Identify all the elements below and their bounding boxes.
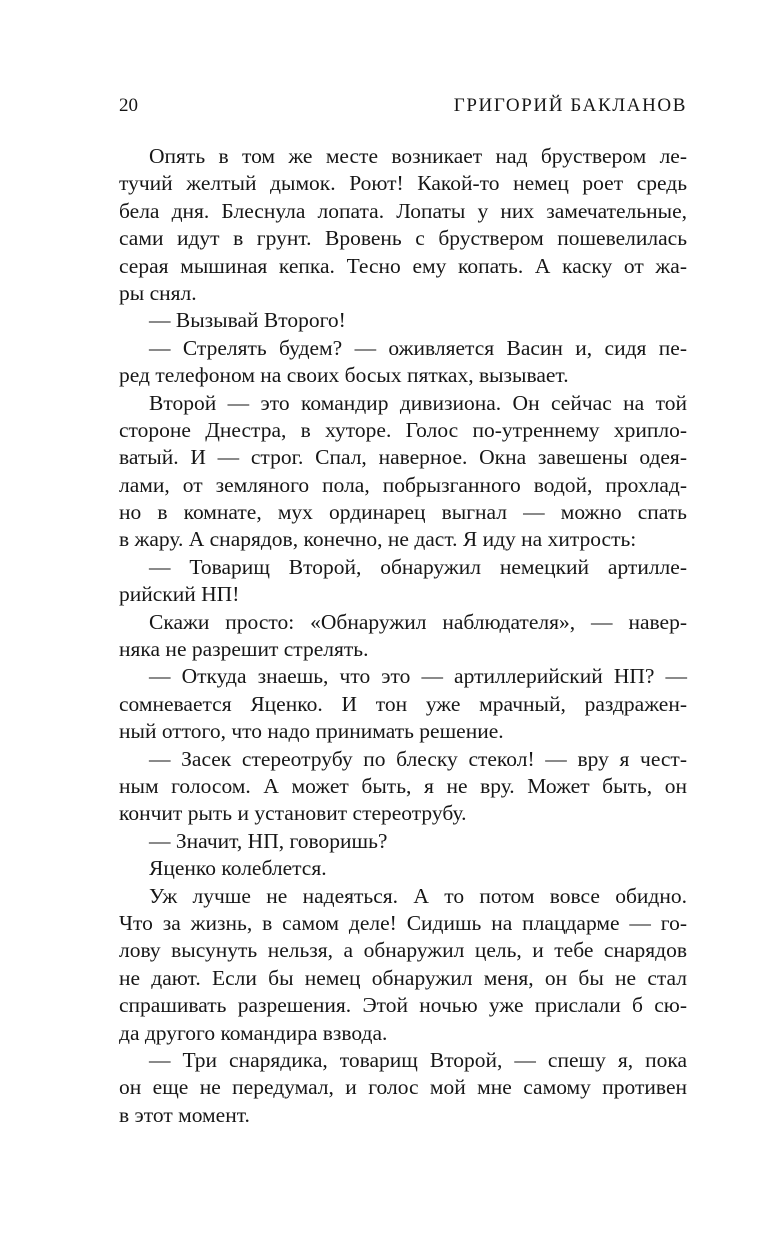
- running-title: ГРИГОРИЙ БАКЛАНОВ: [453, 95, 687, 116]
- text-line: но в комнате, мух ординарец выгнал — можно спать: [119, 500, 687, 525]
- text-line: Второй — это командир дивизиона. Он сейчас на той: [149, 390, 687, 415]
- text-line: серая мышиная кепка. Тесно ему копать. А каску от жа-: [119, 253, 687, 278]
- text-line: спрашивать разрешения. Этой ночью уже прислали б сю-: [119, 993, 687, 1018]
- body-text: [119, 143, 687, 1129]
- text-line: да другого командира взвода.: [119, 1020, 388, 1045]
- text-line: — Засек стереотрубу по блеску стекол! — вру я чест-: [149, 746, 687, 771]
- text-line: ватый. И — строг. Спал, наверное. Окна завешены одея-: [119, 445, 687, 470]
- text-line: лами, от земляного пола, побрызганного водой, прохлад-: [119, 472, 687, 497]
- text-line: — Три снарядика, товарищ Второй, — спешу я, пока: [149, 1047, 687, 1072]
- text-line: ред телефоном на своих босых пятках, вызывает.: [119, 363, 569, 388]
- text-line: — Товарищ Второй, обнаружил немецкий артилле-: [149, 554, 687, 579]
- text-line: Скажи просто: «Обнаружил наблюдателя», — навер-: [149, 609, 687, 634]
- text-line: Что за жизнь, в самом деле! Сидишь на плацдарме — го-: [119, 910, 687, 935]
- page-number: 20: [119, 95, 138, 116]
- text-line: не дают. Если бы немец обнаружил меня, он бы не стал: [119, 965, 687, 990]
- text-line: кончит рыть и установит стереотрубу.: [119, 801, 467, 826]
- text-line: няка не разрешит стрелять.: [119, 637, 369, 662]
- text-line: — Стрелять будем? — оживляется Васин и, сидя пе-: [149, 335, 687, 360]
- text-line: Опять в том же месте возникает над бруствером ле-: [149, 144, 687, 168]
- text-line: в этот момент.: [119, 1102, 250, 1127]
- text-line: стороне Днестра, в хуторе. Голос по-утреннему хрипло-: [119, 417, 687, 442]
- text-line: он еще не передумал, и голос мой мне самому противен: [119, 1075, 687, 1100]
- text-line: — Откуда знаешь, что это — артиллерийский НП? —: [149, 664, 687, 689]
- text-line: Яценко колеблется.: [149, 856, 327, 881]
- text-line: ным голосом. А может быть, я не вру. Может быть, он: [119, 773, 687, 798]
- text-line: — Значит, НП, говоришь?: [149, 828, 388, 853]
- text-line: ный оттого, что надо принимать решение.: [119, 719, 504, 744]
- text-line: рийский НП!: [119, 582, 240, 607]
- text-line: тучий желтый дымок. Роют! Какой-то немец роет средь: [119, 171, 687, 196]
- text-line: в жару. А снарядов, конечно, не даст. Я иду на хитрость:: [119, 527, 637, 552]
- text-line: ры снял.: [119, 280, 197, 305]
- text-line: — Вызывай Второго!: [149, 308, 346, 333]
- text-line: бела дня. Блеснула лопата. Лопаты у них замечательные,: [119, 198, 687, 223]
- text-line: Уж лучше не надеяться. А то потом вовсе обидно.: [149, 883, 687, 908]
- text-line: лову высунуть нельзя, а обнаружил цель, и тебе снарядов: [119, 938, 687, 963]
- text-line: сами идут в грунт. Вровень с бруствером пошевелилась: [119, 226, 687, 251]
- page-header: [119, 94, 687, 118]
- text-line: сомневается Яценко. И тон уже мрачный, раздражен-: [119, 691, 687, 716]
